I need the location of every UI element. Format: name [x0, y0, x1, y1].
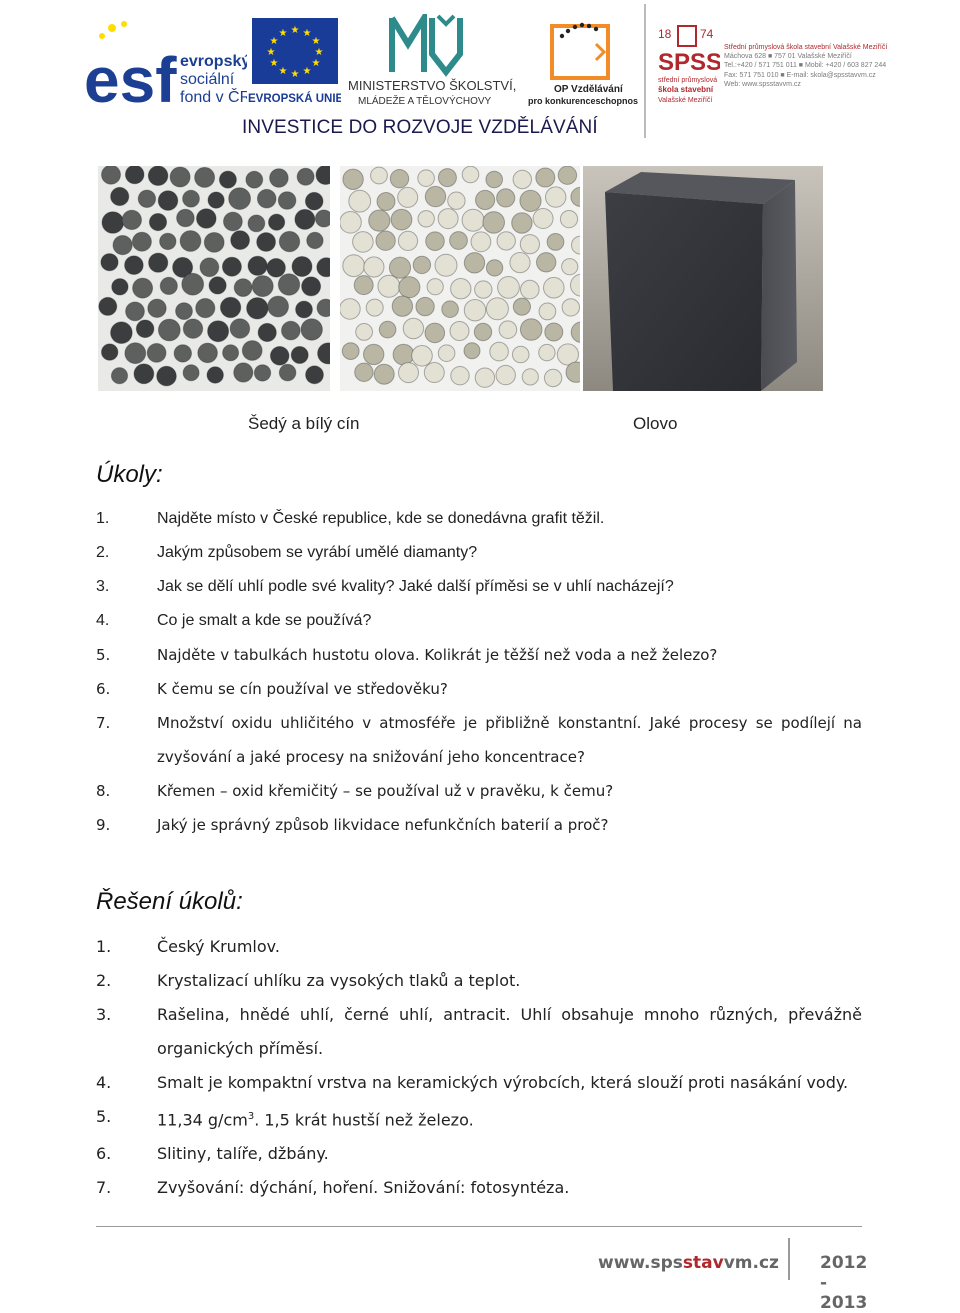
school-contact-info: Střední průmyslová škola stavební Valašské Meziříčí Máchova 628 ■ 757 01 Valašské Meziříčí Tel.:+420 / 571 751 011 ■ Mobil: +420 / 603 827 244 Fax: 571 751 010 ■ E-mail: skola@spsstavvm.cz Web: www.spsstavvm.cz — [724, 44, 888, 88]
svg-text:★: ★ — [269, 58, 279, 69]
svg-text:★: ★ — [302, 66, 312, 77]
svg-text:★: ★ — [266, 47, 276, 58]
white-tin-photo — [340, 166, 580, 391]
list-item: 8. Křemen – oxid křemičitý – se používal už v pravěku, k čemu? — [96, 782, 614, 800]
esf-logo — [82, 18, 247, 110]
solutions-heading: Řešení úkolů: — [96, 888, 243, 915]
msmt-logo — [346, 14, 518, 106]
caption-lead: Olovo — [633, 414, 678, 433]
footer-years: 2012 - 2013 — [820, 1253, 868, 1313]
list-item: 1. Najděte místo v České republice, kde se donedávna grafit těžil. — [96, 510, 605, 527]
svg-text:★: ★ — [278, 28, 288, 39]
caption-tin: Šedý a bílý cín — [248, 414, 360, 433]
grey-tin-photo — [98, 166, 330, 391]
svg-text:sociální: sociální — [180, 71, 235, 88]
svg-text:★: ★ — [290, 25, 300, 36]
esf-mark: esf — [84, 44, 177, 110]
tasks-list — [96, 502, 862, 842]
list-item: 9. Jaký je správný způsob likvidace nefunkčních baterií a proč? — [96, 816, 609, 834]
list-item: 5. 11,34 $g/cm^3$. 1,5 krát hustší než železo. — [96, 1107, 474, 1130]
spss-school-logo — [656, 24, 720, 106]
list-item: 3. Jak se dělí uhlí podle své kvality? Jaké další příměsi se v uhlí nacházejí? — [96, 578, 674, 595]
list-item: 7. Množství oxidu uhličitého v atmosféře je přibližně konstantní. Jaké procesy se podílejí na zvyšování a jaké procesy na snižování jeho koncentrace? — [96, 714, 862, 766]
svg-text:evropský: evropský — [180, 53, 247, 70]
op-vzdelavani-logo — [526, 14, 638, 106]
solutions-list — [96, 930, 862, 1205]
svg-text:pro konkurenceschopnost: pro konkurenceschopnost — [528, 96, 638, 106]
project-banner: INVESTICE DO ROZVOJE VZDĚLÁVÁNÍ — [242, 117, 598, 138]
svg-text:★: ★ — [314, 47, 324, 58]
svg-text:★: ★ — [302, 28, 312, 39]
header — [0, 0, 960, 145]
lead-cube-photo — [583, 166, 823, 391]
footer-rule — [96, 1226, 862, 1227]
svg-text:EVROPSKÁ UNIE: EVROPSKÁ UNIE — [248, 93, 341, 104]
svg-text:SPSS: SPSS — [658, 49, 720, 76]
list-item: 1. Český Krumlov. — [96, 937, 280, 956]
svg-text:★: ★ — [311, 36, 321, 47]
svg-text:OP Vzdělávání: OP Vzdělávání — [554, 84, 623, 95]
tasks-heading: Úkoly: — [96, 461, 163, 488]
header-divider — [644, 4, 646, 138]
svg-text:★: ★ — [311, 58, 321, 69]
svg-text:střední průmyslová: střední průmyslová — [658, 77, 718, 84]
footer-divider — [788, 1238, 790, 1280]
svg-text:fond v ČR: fond v ČR — [180, 89, 247, 106]
footer — [96, 1226, 868, 1313]
list-item: 6. Slitiny, talíře, džbány. — [96, 1144, 329, 1164]
list-item: 3. Rašelina, hnědé uhlí, černé uhlí, antracit. Uhlí obsahuje mnoho různých, převážně organických příměsí. — [96, 1005, 862, 1058]
svg-text:★: ★ — [290, 69, 300, 80]
list-item: 5. Najděte v tabulkách hustotu olova. Kolikrát je těžší než voda a než železo? — [96, 646, 718, 664]
list-item: 6. K čemu se cín používal ve středověku? — [96, 680, 448, 698]
svg-text:74: 74 — [700, 27, 714, 41]
svg-text:★: ★ — [278, 66, 288, 77]
svg-text:Valašské Meziříčí: Valašské Meziříčí — [658, 97, 713, 104]
svg-text:MLÁDEŽE A TĚLOVÝCHOVY: MLÁDEŽE A TĚLOVÝCHOVY — [358, 96, 492, 106]
list-item: 4. Co je smalt a kde se používá? — [96, 612, 372, 629]
list-item: 2. Krystalizací uhlíku za vysokých tlaků a teplot. — [96, 971, 521, 990]
svg-text:škola stavební: škola stavební — [658, 85, 714, 94]
list-item: 2. Jakým způsobem se vyrábí umělé diamanty? — [96, 544, 478, 561]
svg-text:18: 18 — [658, 27, 672, 41]
svg-text:★: ★ — [269, 36, 279, 47]
list-item: 4. Smalt je kompaktní vrstva na keramických výrobcích, která slouží proti nasákání vody. — [96, 1073, 849, 1092]
footer-website: www.spsstavvm.cz — [598, 1253, 779, 1273]
list-item: 7. Zvyšování: dýchání, hoření. Snižování: fotosyntéza. — [96, 1178, 570, 1198]
svg-text:MINISTERSTVO ŠKOLSTVÍ,: MINISTERSTVO ŠKOLSTVÍ, — [348, 78, 517, 93]
eu-flag-logo — [248, 18, 341, 104]
